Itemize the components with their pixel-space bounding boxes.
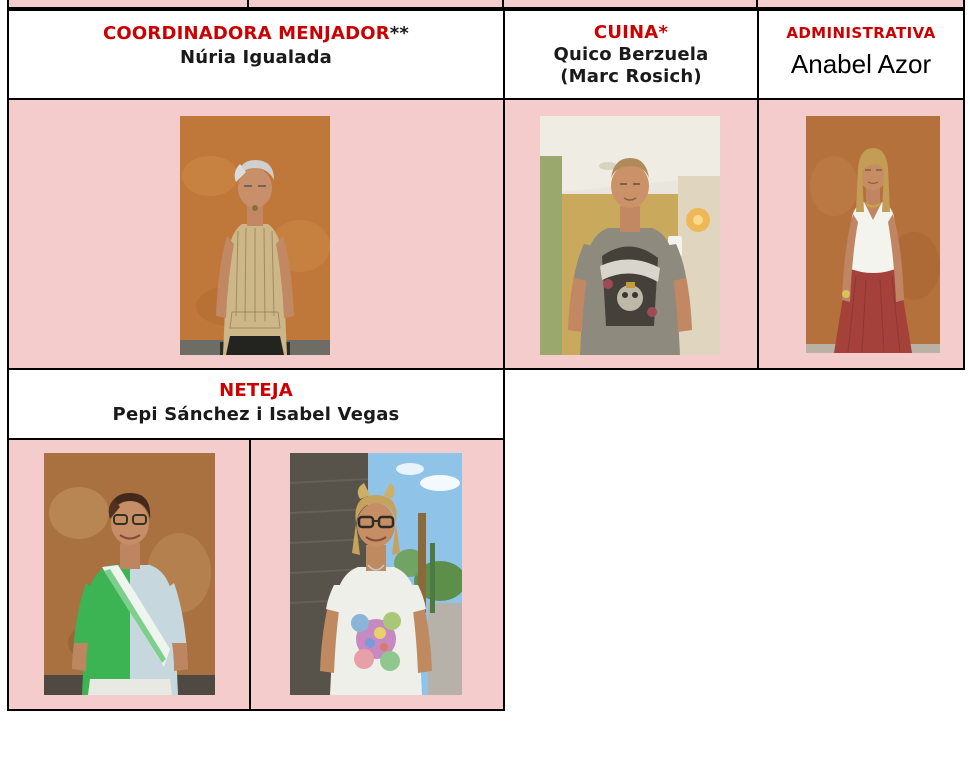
role-title-cuina: CUINA* — [593, 22, 669, 43]
person-name-anabel: Anabel Azor — [790, 49, 932, 79]
table-grid-line — [247, 0, 249, 7]
person-name-marc: (Marc Rosich) — [560, 66, 702, 87]
table-grid-line — [756, 0, 758, 7]
nuria-igualada-portrait — [180, 116, 330, 355]
header-cell-coordinadora — [7, 9, 505, 100]
header-cell-neteja — [7, 368, 505, 440]
role-title-administrativa: ADMINISTRATIVA — [786, 24, 936, 42]
person-name-quico: Quico Berzuela — [553, 44, 709, 65]
role-title-coordinadora — [9, 22, 503, 46]
role-title-text: COORDINADORA MENJADOR — [102, 23, 390, 44]
isabel-vegas-portrait — [290, 453, 462, 695]
quico-berzuela-portrait — [540, 116, 720, 355]
person-names-neteja: Pepi Sánchez i Isabel Vegas — [112, 404, 400, 425]
header-cell-administrativa — [757, 9, 965, 100]
anabel-azor-portrait — [806, 116, 940, 353]
table-grid-line — [502, 0, 504, 7]
person-name-nuria: Núria Igualada — [179, 47, 333, 68]
pepi-sanchez-portrait — [44, 453, 215, 695]
header-cell-cuina — [503, 9, 759, 100]
role-title-neteja: NETEJA — [219, 380, 293, 401]
table-top-partial-row — [7, 0, 965, 9]
role-title-asterisks: ** — [389, 23, 410, 44]
